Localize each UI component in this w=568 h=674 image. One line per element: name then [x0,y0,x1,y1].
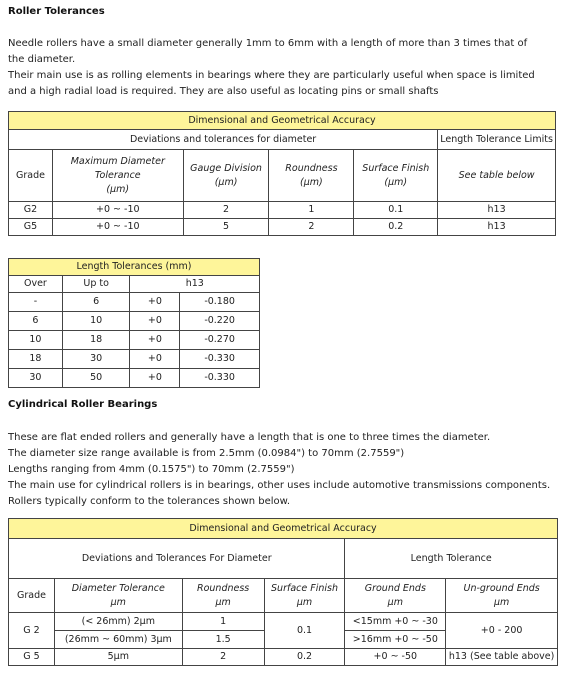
cylindrical-line: The diameter size range available is from 2.5mm (0.0984") to 70mm (2.7559") [8,448,405,459]
cell-up-to: 10 [62,312,130,331]
cylindrical-line: Lengths ranging from 4mm (0.1575") to 70mm (2.7559") [8,464,295,475]
cell-unground: +0 - 200 [446,613,558,649]
cell-max-diameter: +0 ~ -10 [52,202,183,219]
cylindrical-line: The main use for cylindrical rollers is in bearings, other uses include automotive transmissions components. [8,480,551,491]
table-row [9,293,260,312]
intro-paragraph [8,36,563,100]
cell-length: h13 [438,219,556,236]
section-title-cylindrical-rollers: Cylindrical Roller Bearings [8,399,158,410]
cell-grade: G2 [9,202,53,219]
header-line: Tolerance [94,169,141,181]
intro-line: and a high radial load is required. They are also useful as locating pins or small shafts [8,86,439,97]
cell-minus: -0.180 [180,293,260,312]
cell-plus: +0 [130,312,180,331]
col-header-roundness [182,579,264,613]
table-row [9,219,556,236]
table-row [9,350,260,369]
cell-ground: >16mm +0 ~ -50 [345,631,446,649]
cell-surface: 0.2 [354,219,438,236]
header-line: Roundness [285,162,338,174]
header-line: (μm) [384,176,408,188]
cell-roundness: 1 [269,202,354,219]
header-line: Roundness [197,582,250,594]
cell-up-to: 50 [62,369,130,388]
cell-diameter: (26mm ~ 60mm) 3μm [54,631,182,649]
section-title-roller-tolerances: Roller Tolerances [8,6,105,17]
col-header-grade: Grade [9,150,53,202]
cell-roundness: 2 [182,649,264,666]
cell-over: 18 [9,350,63,369]
cell-roundness: 1.5 [182,631,264,649]
length-tolerances-table [8,258,260,388]
col-header-surface-finish [354,150,438,202]
cell-minus: -0.330 [180,369,260,388]
cell-roundness: 1 [182,613,264,631]
cylindrical-line: Rollers typically conform to the tolerances shown below. [8,496,291,507]
cell-roundness: 2 [269,219,354,236]
group-header-diameter: Deviations and tolerances for diameter [9,130,438,150]
header-line: Surface Finish [362,162,430,174]
col-header-ground-ends [345,579,446,613]
header-line: Maximum Diameter [70,155,165,167]
header-line: Un-ground Ends [463,582,540,594]
intro-line: the diameter. [8,54,76,65]
cell-surface: 0.2 [264,649,345,666]
table-title: Dimensional and Geometrical Accuracy [9,112,556,130]
table-row [9,613,558,631]
cell-max-diameter: +0 ~ -10 [52,219,183,236]
col-header-over: Over [9,276,63,293]
header-line: μm [296,596,313,608]
intro-line: Their main use is as rolling elements in bearings where they are particularly useful when space is limited [8,70,535,81]
col-header-diameter-tolerance [54,579,182,613]
cell-diameter: (< 26mm) 2μm [54,613,182,631]
table-row [9,202,556,219]
cell-minus: -0.270 [180,331,260,350]
cell-over: 30 [9,369,63,388]
header-line: Diameter Tolerance [71,582,165,594]
header-line: μm [110,596,126,608]
cell-plus: +0 [130,369,180,388]
header-line: (μm) [300,176,323,188]
cell-plus: +0 [130,293,180,312]
header-line: μm [215,596,231,608]
needle-roller-accuracy-table [8,111,556,236]
table-row [9,649,558,666]
cell-grade: G 5 [9,649,55,666]
group-header-diameter: Deviations and Tolerances For Diameter [9,539,345,579]
cell-over: 6 [9,312,63,331]
col-header-up-to: Up to [62,276,130,293]
col-header-surface-finish [264,579,345,613]
col-header-length-note: See table below [438,150,556,202]
cell-plus: +0 [130,350,180,369]
col-header-unground-ends [446,579,558,613]
cell-gauge: 5 [183,219,269,236]
col-header-roundness [269,150,354,202]
group-header-length: Length Tolerance Limits [438,130,556,150]
col-header-gauge-division [183,150,269,202]
cell-minus: -0.330 [180,350,260,369]
cell-over: 10 [9,331,63,350]
cylindrical-line: These are flat ended rollers and generally have a length that is one to three times the diameter. [8,432,491,443]
cell-up-to: 18 [62,331,130,350]
table-row [9,331,260,350]
cell-surface: 0.1 [354,202,438,219]
cell-gauge: 2 [183,202,269,219]
header-line: Ground Ends [364,582,426,594]
table-row [9,312,260,331]
cell-unground: h13 (See table above) [446,649,558,666]
header-line: μm [387,596,403,608]
cell-up-to: 6 [62,293,130,312]
cell-plus: +0 [130,331,180,350]
header-line: Surface Finish [271,582,338,594]
cell-diameter: 5μm [54,649,182,666]
cell-minus: -0.220 [180,312,260,331]
cell-length: h13 [438,202,556,219]
cell-grade: G5 [9,219,53,236]
header-line: μm [493,596,510,608]
intro-line: Needle rollers have a small diameter generally 1mm to 6mm with a length of more than 3 times that of [8,38,528,49]
cylindrical-accuracy-table [8,518,558,666]
cylindrical-paragraph [8,430,563,510]
col-header-h13: h13 [130,276,260,293]
table-title: Length Tolerances (mm) [9,259,260,276]
cell-grade: G 2 [9,613,55,649]
cell-ground: <15mm +0 ~ -30 [345,613,446,631]
table-row [9,369,260,388]
header-line: (μm) [106,183,130,195]
cell-ground: +0 ~ -50 [345,649,446,666]
header-line: Gauge Division [190,162,262,174]
col-header-max-diameter [52,150,183,202]
table-title: Dimensional and Geometrical Accuracy [9,519,558,539]
group-header-length: Length Tolerance [345,539,558,579]
cell-up-to: 30 [62,350,130,369]
col-header-grade: Grade [9,579,55,613]
header-line: (μm) [214,176,238,188]
cell-surface: 0.1 [264,613,345,649]
cell-over: - [9,293,63,312]
